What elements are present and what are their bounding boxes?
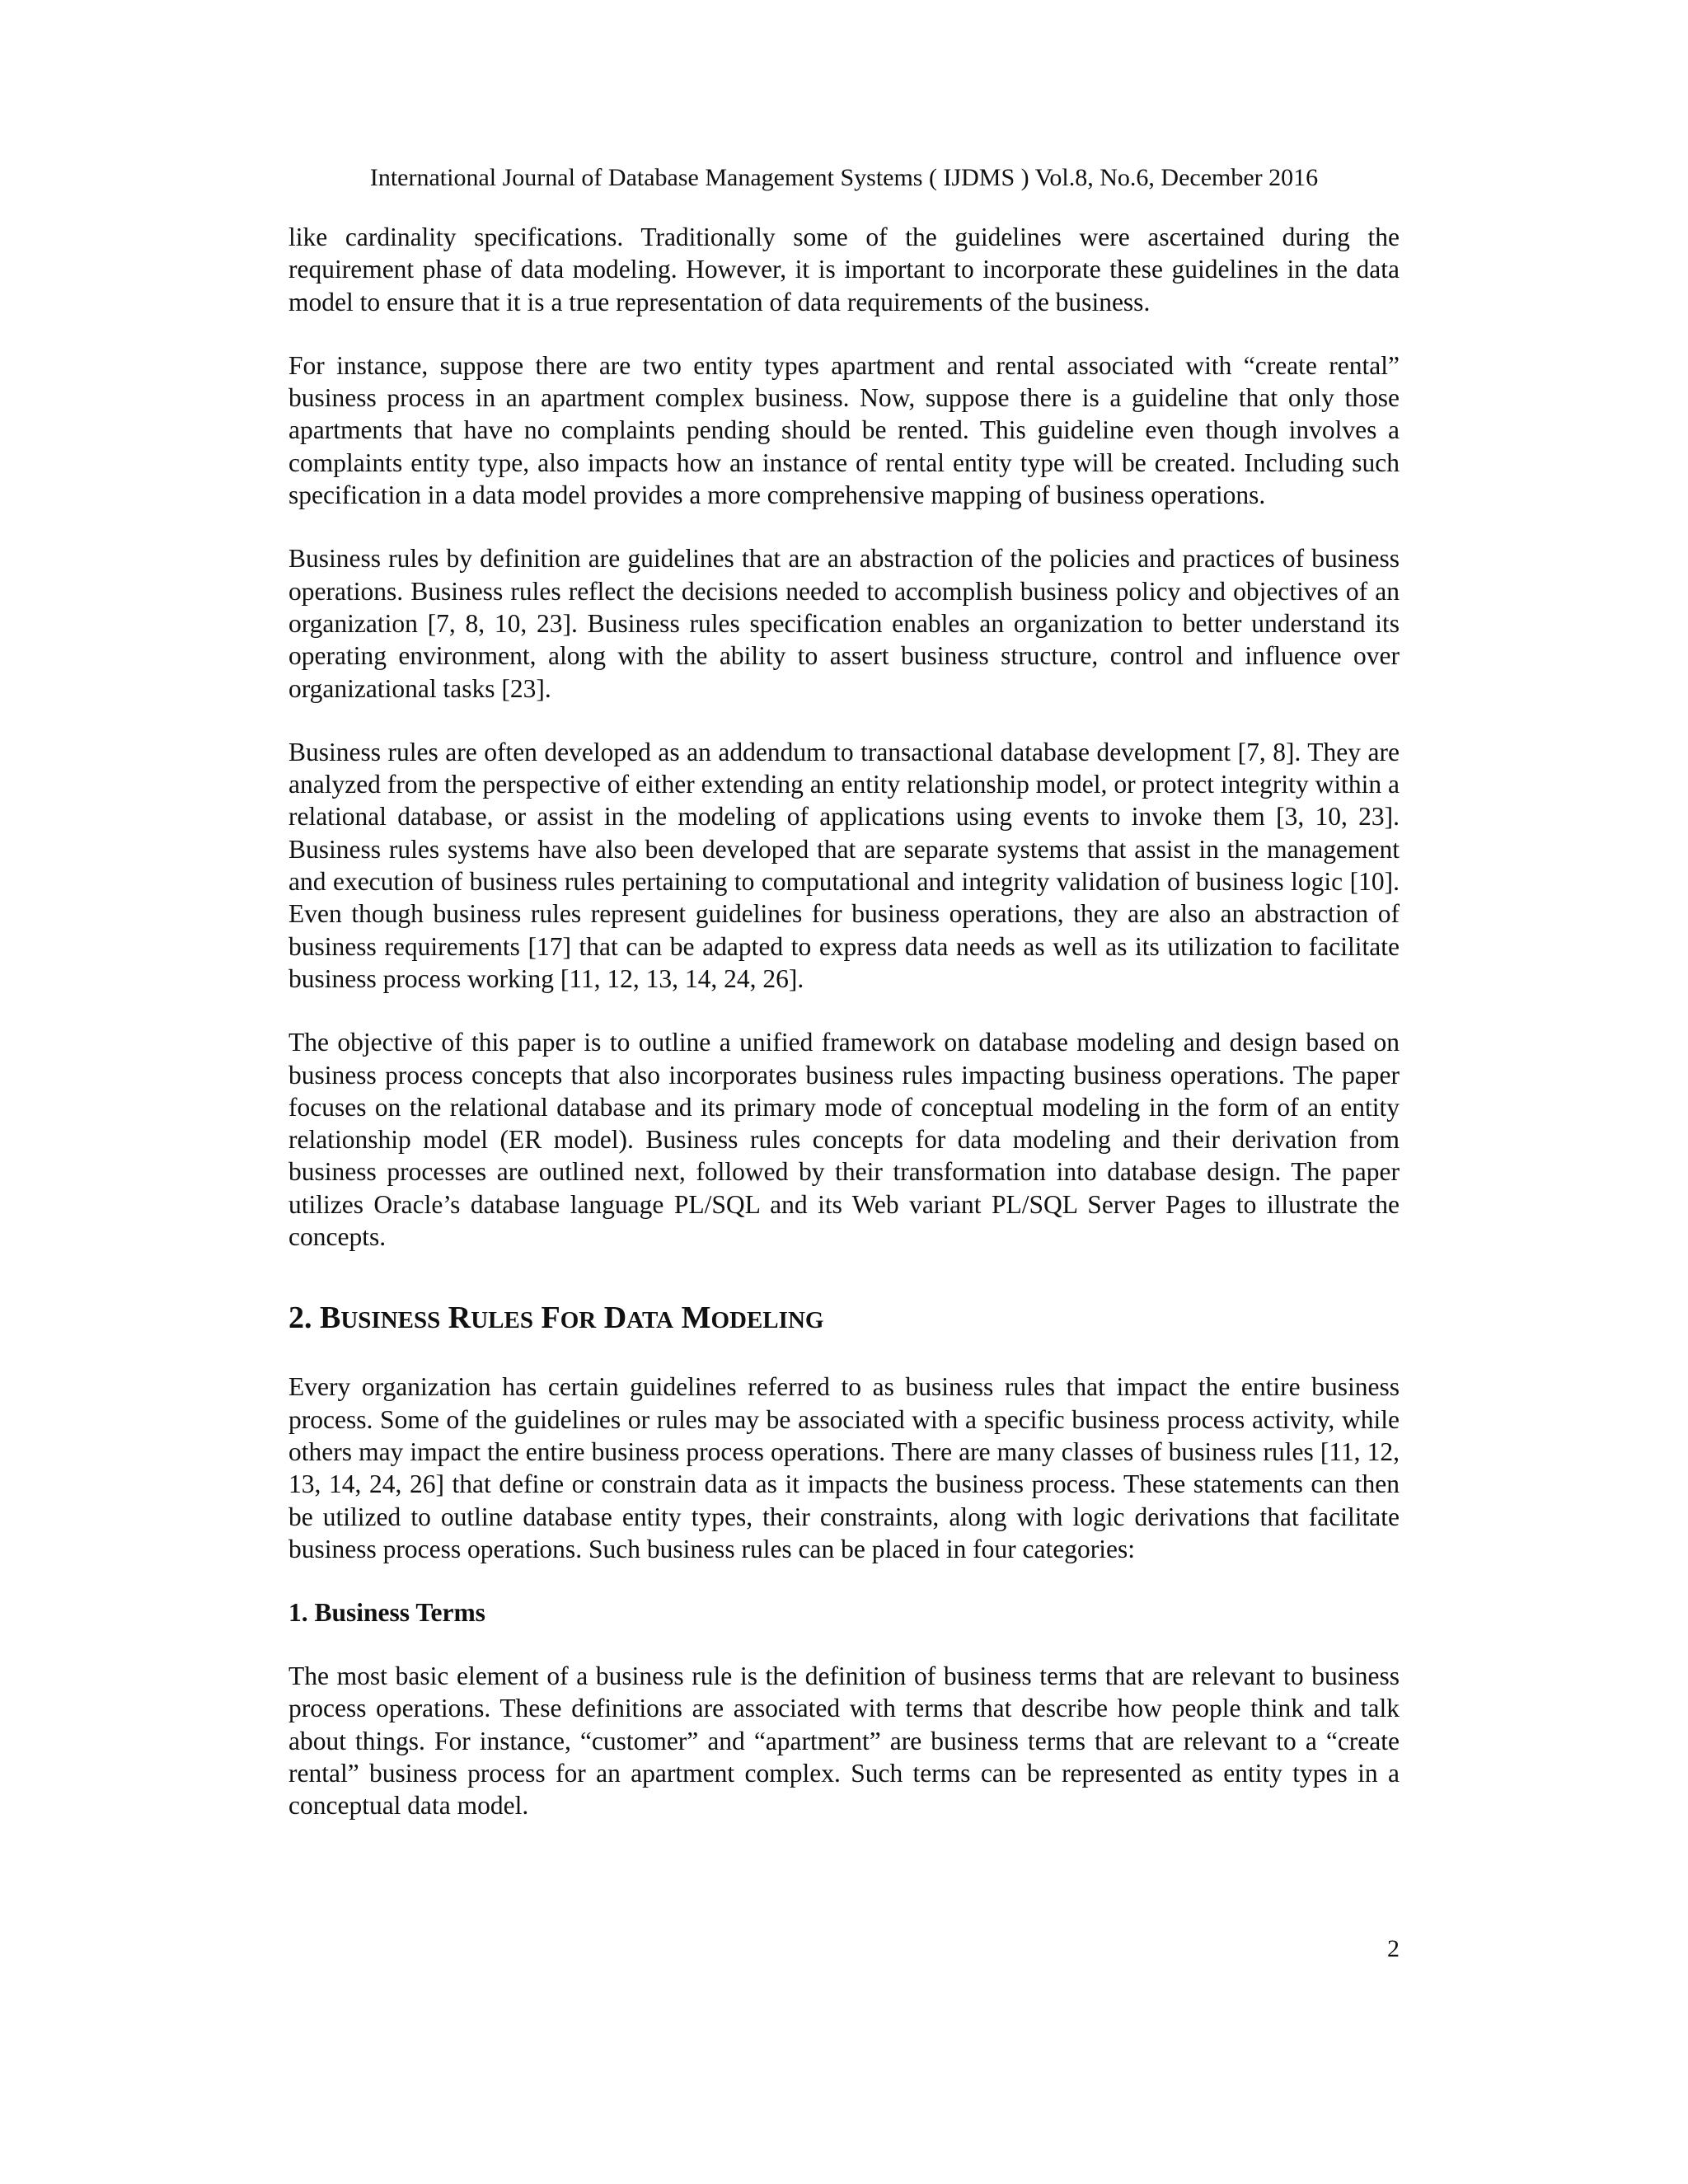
paragraph-business-rules-definition: Business rules by definition are guidelines that are an abstraction of the policies and practices of business operations. Business rules reflect the decisions needed to accomplish business policy and objectives of an organization [7, 8, 10, 23]. Business rules specification enables an organization to better understand its operating environment, along with the ability to assert business structure, control and influence over organizational tasks [23]. [288, 544, 1400, 703]
body-text [288, 221, 1400, 1854]
section-heading: 2. BUSINESS RULES FOR DATA MODELING [288, 1301, 824, 1336]
section-number: 2. [288, 1301, 312, 1336]
paragraph-business-rules-development: Business rules are often developed as an addendum to transactional database development [7, 8]. They are analyzed from the perspective of either extending an entity relationship model, or protect integrity within a relational database, or assist in the modeling of applications using events to invoke them [3, 10, 23]. Business rules systems have also been developed that are separate systems that assist in the management and execution of business rules pertaining to computational and integrity validation of business logic [10]. Even though business rules represent guidelines for business operations, they are also an abstraction of business requirements [17] that can be adapted to express data needs as well as its utilization to facilitate business process working [11, 12, 13, 14, 24, 26]. [288, 737, 1400, 993]
paragraph-objective: The objective of this paper is to outline a unified framework on database modeling and design based on business process concepts that also incorporates business rules impacting business operations. The paper focuses on the relational database and its primary mode of conceptual modeling in the form of an entity relationship model (ER model). Business rules concepts for data modeling and their derivation from business processes are outlined next, followed by their transformation into database design. The paper utilizes Oracle’s database language PL/SQL and its Web variant PL/SQL Server Pages to illustrate the concepts. [288, 1028, 1400, 1252]
paragraph-business-terms: The most basic element of a business rule is the definition of business terms that are relevant to business process operations. These definitions are associated with terms that describe how people think and talk about things. For instance, “customer” and “apartment” are business terms that are relevant to a “create rental” business process for an apartment complex. Such terms can be represented as entity types in a conceptual data model. [288, 1661, 1400, 1821]
paragraph-instance-example: For instance, suppose there are two entity types apartment and rental associated with “create rental” business process in an apartment complex business. Now, suppose there is a guideline that only those apartments that have no complaints pending should be rented. This guideline even though involves a complaints entity type, also impacts how an instance of rental entity type will be created. Including such specification in a data model provides a more comprehensive mapping of business operations. [288, 350, 1400, 510]
page-number: 2 [1387, 1935, 1400, 1962]
subsection-heading: 1. Business Terms [288, 1598, 485, 1628]
paragraph-every-organization: Every organization has certain guidelines referred to as business rules that impact the entire business process. Some of the guidelines or rules may be associated with a specific business process activity, while others may impact the entire business process operations. There are many classes of business rules [11, 12, 13, 14, 24, 26] that define or constrain data as it impacts the business process. These statements can then be utilized to outline database entity types, their constraints, along with logic derivations that facilitate business process operations. Such business rules can be placed in four categories: [288, 1372, 1400, 1563]
paragraph-cardinality: like cardinality specifications. Traditionally some of the guidelines were ascertained during the requirement phase of data modeling. However, it is important to incorporate these guidelines in the data model to ensure that it is a true representation of data requirements of the business. [288, 223, 1400, 316]
running-header: International Journal of Database Management Systems ( IJDMS ) Vol.8, No.6, December 2016 [369, 164, 1319, 191]
